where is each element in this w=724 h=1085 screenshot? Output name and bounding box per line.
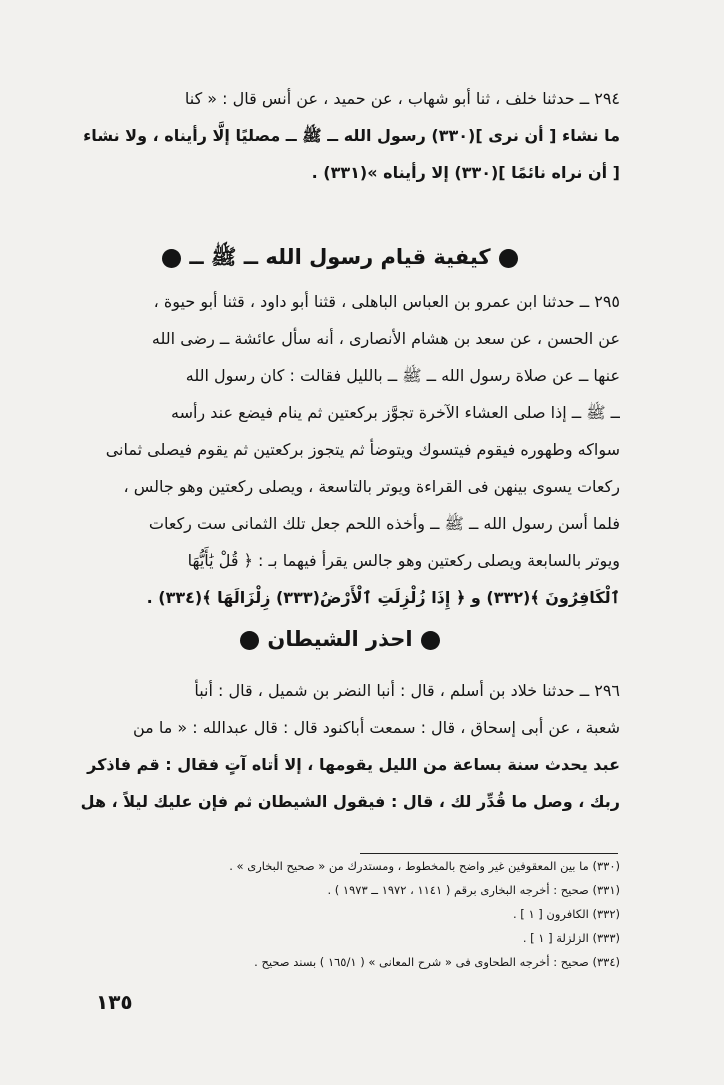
text-line: ربك ، وصل ما قُدِّر لك ، قال : فيقول الشيطان ثم فإن عليك ليلاً ، هل: [80, 792, 620, 811]
text-line: ٱلْكَافِرُونَ ﴾(٣٣٢) و ﴿ إِذَا زُلْزِلَتِ ٱلْأَرْضُ(٣٣٣) زِلْزَالَهَا ﴾(٣٣٤) .: [146, 588, 620, 607]
text-line: عنها ــ عن صلاة رسول الله ــ ﷺ ــ بالليل فقالت : كان رسول الله: [185, 366, 620, 385]
footnote-333: (٣٣٣) الزلزلة [ ١ ] .: [522, 931, 620, 945]
bullet-dot-icon: [162, 249, 181, 268]
text-line: شعبة ، عن أبى إسحاق ، قال : سمعت أباكنود قال : قال عبدالله : « ما من: [132, 718, 620, 737]
text-line: ما نشاء [ أن نرى ](٣٣٠) رسول الله ــ ﷺ ــ مصليًا إلَّا رأيناه ، ولا نشاء: [83, 126, 620, 145]
heading-text: كيفية قيام رسول الله ــ ﷺ ــ: [189, 245, 491, 269]
section-heading-prayer: [60, 234, 620, 280]
text-line: فلما أسن رسول الله ــ ﷺ ــ وأخذه اللحم جعل تلك الثمانى ست ركعات: [148, 514, 620, 533]
text-line: ٢٩٦ ــ حدثنا خلاد بن أسلم ، قال : أنبا النضر بن شميل ، قال : أنبأ: [194, 681, 620, 700]
text-line: سواكه وطهوره فيقوم فيتسوك ويتوضأ ثم يتجوز بركعتين ثم يقوم فيصلى ثمانى: [105, 440, 620, 459]
text-line: [ أن نراه نائمًا ](٣٣٠) إلا رأيناه »(٣٣١) .: [311, 163, 620, 182]
footnote-332: (٣٣٢) الكافرون [ ١ ] .: [512, 907, 620, 921]
text-line: ٢٩٤ ــ حدثنا خلف ، ثنا أبو شهاب ، عن حميد ، عن أنس قال : « كنا: [184, 89, 620, 108]
text-line: ــ ﷺ ــ إذا صلى العشاء الآخرة تجوَّز بركعتين ثم ينام فيضع عند رأسه: [171, 403, 620, 422]
bullet-dot-icon: [421, 631, 440, 650]
page-number: ١٣٥: [96, 990, 133, 1014]
hadith-294: [60, 80, 620, 191]
footnote-330: (٣٣٠) ما بين المعقوفين غير واضح بالمخطوط ، ومستدرك من « صحيح البخارى » .: [229, 859, 620, 873]
hadith-296: [60, 672, 620, 820]
hadith-295: [60, 283, 620, 616]
bullet-dot-icon: [499, 249, 518, 268]
section-heading-satan: [60, 616, 620, 662]
text-line: ويوتر بالسابعة ويصلى ركعتين وهو جالس يقرأ فيهما بـ : ﴿ قُلْ يَٰأَيُّهَا: [187, 551, 620, 570]
text-line: عن الحسن ، عن سعد بن هشام الأنصارى ، أنه سأل عائشة ــ رضى الله: [151, 329, 620, 348]
text-line: عبد يحدث سنة بساعة من الليل يقومها ، إلا أتاه آتٍ فقال : قم فاذكر: [87, 755, 620, 774]
footnote-334: (٣٣٤) صحيح : أخرجه الطحاوى فى « شرح المعانى » ( ١٦٥/١ ) بسند صحيح .: [254, 955, 620, 969]
text-line: ٢٩٥ ــ حدثنا ابن عمرو بن العباس الباهلى ، قثنا أبو داود ، قثنا أبو حيوة ،: [153, 292, 620, 311]
text-line: ركعات يسوى بينهن فى القراءة ويوتر بالتاسعة ، ويصلى ركعتين وهو جالس ،: [123, 477, 620, 496]
footnote-331: (٣٣١) صحيح : أخرجه البخارى برقم ( ١١٤١ ، ١٩٧٢ ــ ١٩٧٣ ) .: [327, 883, 620, 897]
bullet-dot-icon: [240, 631, 259, 650]
heading-text: احذر الشيطان: [267, 627, 413, 651]
